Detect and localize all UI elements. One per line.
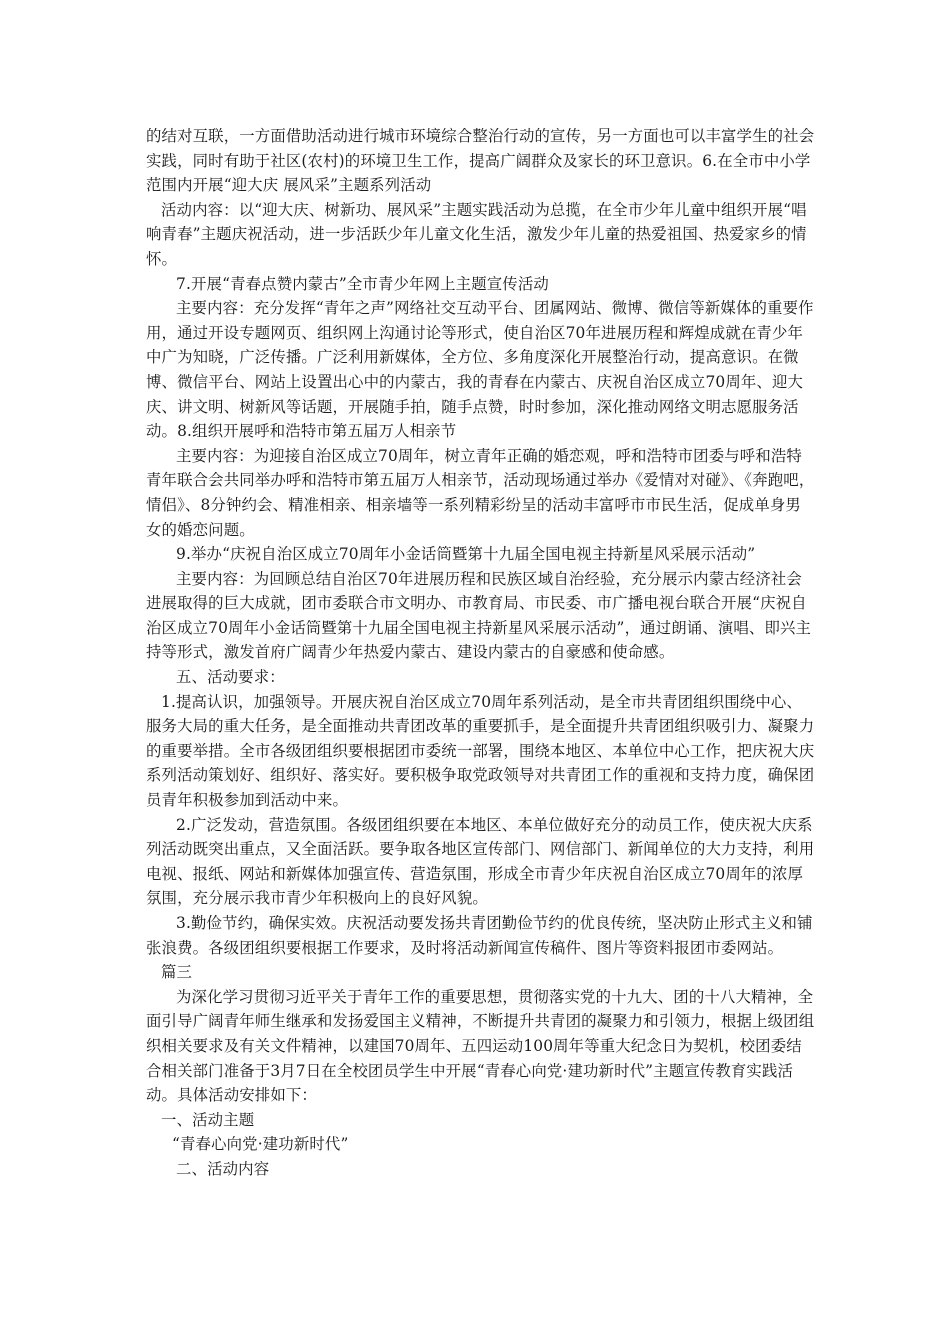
paragraph-11: 3.勤俭节约，确保实效。庆祝活动要发扬共青团勤俭节约的优良传统，坚决防止形式主义和铺张浪费。各级团组织要根据工作要求，及时将活动新闻宣传稿件、图片等资料报团市委网站。 (146, 914, 813, 957)
section-heading-content: 二、活动内容 (176, 1159, 270, 1178)
section-heading-requirements: 五、活动要求： (176, 668, 285, 687)
paragraph-2: 活动内容：以“迎大庆、树新功、展风采”主题实践活动为总揽，在全市少年儿童中组织开展“唱响青春”主题庆祝活动，进一步活跃少年儿童文化生活，激发少年儿童的热爱祖国、热爱家乡的情怀。 (146, 200, 807, 268)
section-heading-theme: 一、活动主题 (161, 1110, 255, 1129)
paragraph-1: 的结对互联，一方面借助活动进行城市环境综合整治行动的宣传，另一方面也可以丰富学生的社会实践，同时有助于社区(农村)的环境卫生工作，提高广阔群众及家长的环卫意识。6.在全市中小学范围内开展“迎大庆 展风采”主题系列活动 (146, 127, 815, 195)
section-heading-part-three: 篇三 (161, 963, 193, 982)
paragraph-9: 1.提高认识，加强领导。开展庆祝自治区成立70周年系列活动，是全市共青团组织围绕中心、服务大局的重大任务，是全面推动共青团改革的重要抓手，是全面提升共青团组织吸引力、凝聚力的重要举措。全市各级团组织要根据团市委统一部署，围绕本地区、本单位中心工作，把庆祝大庆系列活动策划好、组织好、落实好。要积极争取党政领导对共青团工作的重视和支持力度，确保团员青年积极参加到活动中来。 (146, 692, 815, 810)
paragraph-5: 主要内容：为迎接自治区成立70周年，树立青年正确的婚恋观，呼和浩特市团委与呼和浩特青年联合会共同举办呼和浩特市第五届万人相亲节，活动现场通过举办《爱情对对碰》、《奔跑吧，情侣》、8分钟约会、精准相亲、相亲墙等一系列精彩纷呈的活动丰富呼市市民生活，促成单身男女的婚恋问题。 (146, 446, 815, 539)
paragraph-3: 7.开展“青春点赞内蒙古”全市青少年网上主题宣传活动 (176, 274, 549, 293)
paragraph-6: 9.举办“庆祝自治区成立70周年小金话筒暨第十九届全国电视主持新星风采展示活动” (176, 545, 756, 564)
paragraph-7: 主要内容：为回顾总结自治区70年进展历程和民族区域自治经验，充分展示内蒙古经济社会进展取得的巨大成就，团市委联合市文明办、市教育局、市民委、市广播电视台联合开展“庆祝自治区成立70周年小金话筒暨第十九届全国电视主持新星风采展示活动”，通过朗诵、演唱、即兴主持等形式，激发首府广阔青少年热爱内蒙古、建设内蒙古的自豪感和使命感。 (146, 569, 812, 662)
paragraph-10: 2.广泛发动，营造氛围。各级团组织要在本地区、本单位做好充分的动员工作，使庆祝大庆系列活动既突出重点，又全面活跃。要争取各地区宣传部门、网信部门、新闻单位的大力支持，利用电视、报纸、网站和新媒体加强宣传、营造氛围，形成全市青少年庆祝自治区成立70周年的浓厚氛围，充分展示我市青少年积极向上的良好风貌。 (146, 815, 815, 908)
theme-slogan: “青春心向党·建功新时代” (172, 1135, 349, 1154)
document-body (146, 124, 816, 1182)
paragraph-4: 主要内容：充分发挥“青年之声”网络社交互动平台、团属网站、微博、微信等新媒体的重要作用，通过开设专题网页、组织网上沟通讨论等形式，使自治区70年进展历程和辉煌成就在青少年中广为知晓，广泛传播。广泛利用新媒体，全方位、多角度深化开展整治行动，提高意识。在微博、微信平台、网站上设置出心中的内蒙古，我的青春在内蒙古、庆祝自治区成立70周年、迎大庆、讲文明、树新风等话题，开展随手拍，随手点赞，时时参加，深化推动网络文明志愿服务活动。8.组织开展呼和浩特市第五届万人相亲节 (146, 299, 814, 441)
paragraph-13: 为深化学习贯彻习近平关于青年工作的重要思想，贯彻落实党的十九大、团的十八大精神，全面引导广阔青年师生继承和发扬爱国主义精神，不断提升共青团的凝聚力和引领力，根据上级团组织相关要求及有关文件精神，以建国70周年、五四运动100周年等重大纪念日为契机，校团委结合相关部门准备于3月7日在全校团员学生中开展“青春心向党·建功新时代”主题宣传教育实践活动。具体活动安排如下： (146, 987, 815, 1105)
